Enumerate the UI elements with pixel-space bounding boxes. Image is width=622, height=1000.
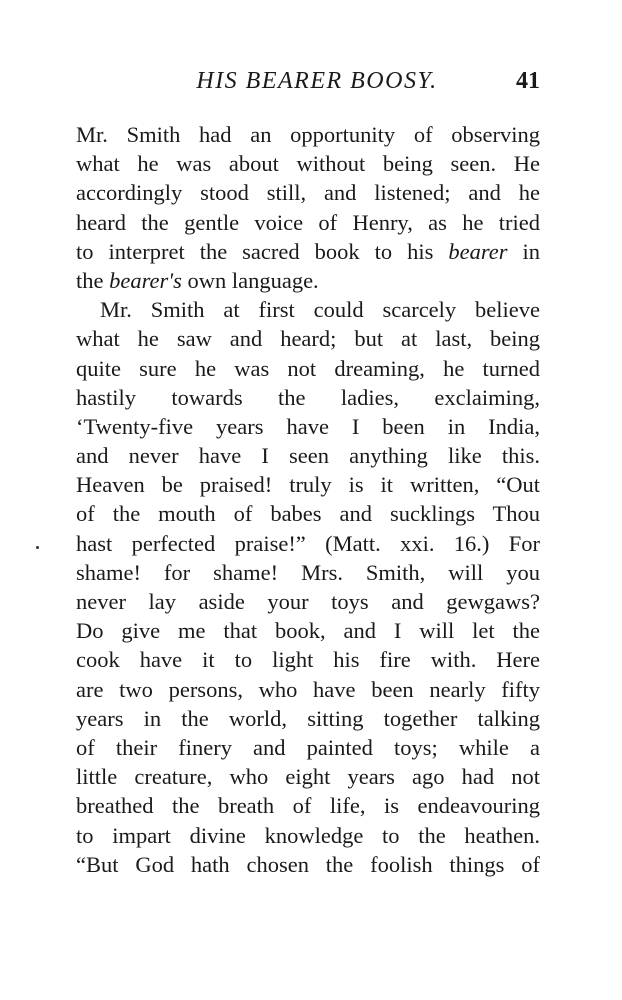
text-line: Do give me that book, and I will let the	[76, 618, 540, 644]
text-line: shame! for shame! Mrs. Smith, will you	[76, 559, 540, 585]
text-line: what he was about without being seen. He	[76, 151, 540, 177]
page-number: 41	[516, 68, 540, 94]
text-line: to impart divine knowledge to the heathen.	[76, 822, 540, 848]
ink-speck	[36, 546, 39, 549]
text-line: of the mouth of babes and sucklings Thou	[76, 501, 540, 527]
text-line: ‘Twenty-five years have I been in India,	[76, 413, 540, 439]
text-line: Mr. Smith had an opportunity of observing	[76, 122, 540, 147]
text-line: what he saw and heard; but at last, being	[76, 326, 540, 352]
text-line: never lay aside your toys and gewgaws?	[76, 589, 540, 614]
text-line: “But God hath chosen the foolish things of	[76, 851, 540, 877]
text-line: little creature, who eight years ago had not	[76, 764, 540, 790]
italic-word: bearer's	[109, 267, 182, 293]
text-line: to interpret the sacred book to his bearer in	[76, 238, 540, 264]
text-line: Heaven be praised! truly is it written, “Out	[76, 472, 540, 498]
text-line: hast perfected praise!” (Matt. xxi. 16.) For	[76, 530, 540, 556]
running-head	[76, 68, 540, 102]
text-line: heard the gentle voice of Henry, as he tried	[76, 209, 540, 235]
text-line: Mr. Smith at first could scarcely believe	[100, 297, 540, 323]
text-line: and never have I seen anything like this.	[76, 443, 540, 469]
text-line: are two persons, who have been nearly fifty	[76, 676, 540, 702]
text-line: quite sure he was not dreaming, he turned	[76, 355, 540, 381]
body-text	[76, 120, 540, 879]
text-line: of their finery and painted toys; while a	[76, 734, 540, 760]
text-line: years in the world, sitting together talking	[76, 705, 540, 731]
text-line: breathed the breath of life, is endeavouring	[76, 793, 540, 819]
text-line: cook have it to light his fire with. Here	[76, 647, 540, 673]
text-line: the bearer's own language.	[76, 267, 319, 293]
running-title: HIS BEARER BOOSY.	[196, 68, 438, 94]
text-line: accordingly stood still, and listened; and he	[76, 180, 540, 206]
text-line: hastily towards the ladies, exclaiming,	[76, 384, 540, 410]
italic-word: bearer	[448, 238, 508, 264]
